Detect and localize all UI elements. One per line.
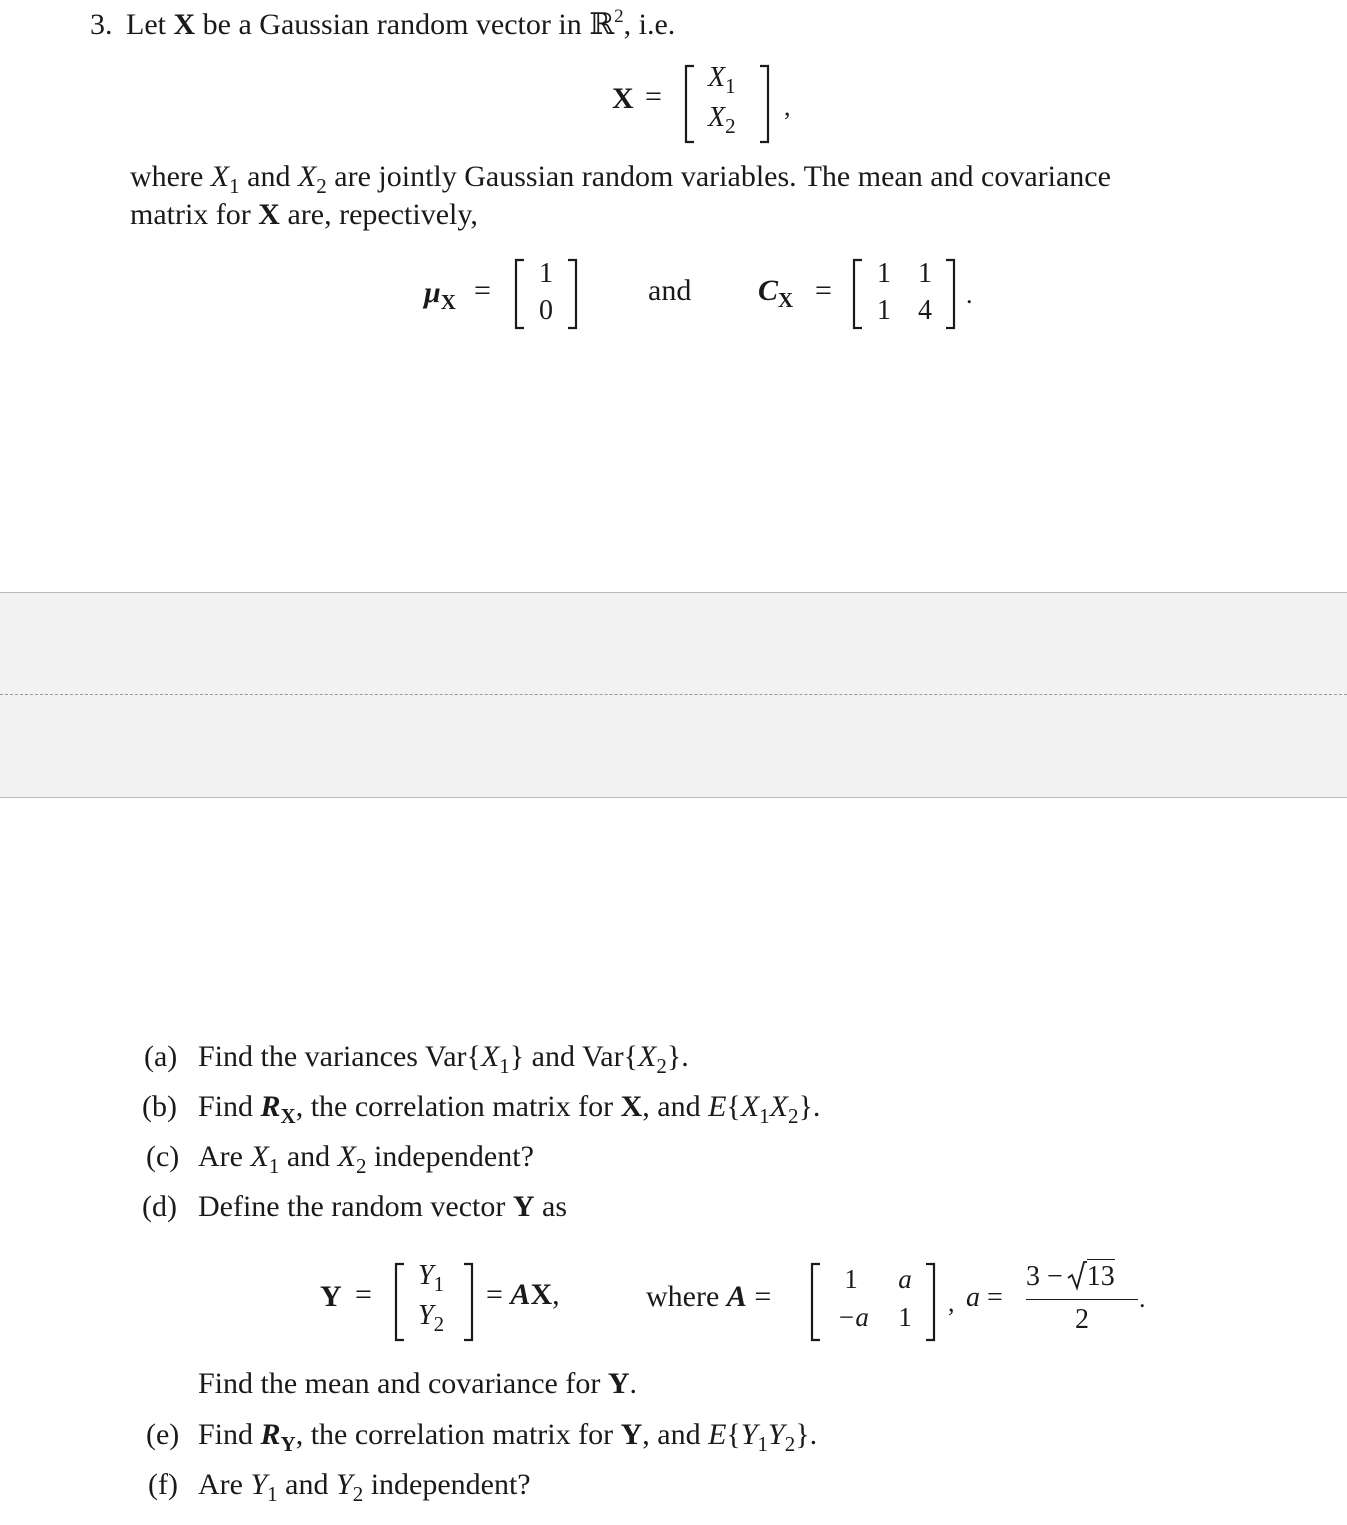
part-c-pre: Are [198,1140,243,1173]
intro-text-mid: be a Gaussian random vector in [202,8,582,41]
y-entry-1-var: Y [418,1260,434,1291]
part-e-Y2: Y [768,1418,785,1451]
A-equals: = [754,1280,772,1313]
A-comma: , [948,1288,955,1317]
para-X2-sub: 2 [316,174,327,198]
part-d-Y: Y [512,1190,535,1223]
part-b-E: E [708,1090,727,1123]
problem-number: 3. [90,8,113,41]
eq1-entry-1-var: X [708,62,726,93]
part-b-X1: X [740,1090,760,1123]
eq1-trailing-comma: , [784,92,791,121]
fraction-numerator [1026,1260,1115,1293]
C-entry-22: 4 [918,295,932,326]
eq1-entry-2-sub: 2 [725,114,736,138]
right-bracket-icon [758,64,772,144]
page-break-band [0,592,1347,798]
part-b-label: (b) [142,1090,177,1123]
part-f-pre: Are [198,1468,243,1501]
part-a-X2-sub: 2 [656,1054,667,1078]
sqrt-icon [1067,1260,1087,1292]
eq2-and: and [648,274,692,307]
y-entry-1 [418,1260,445,1296]
part-a-label: (a) [144,1040,178,1073]
part-e-mid2: , and [642,1418,701,1451]
part-c-label: (c) [146,1140,180,1173]
part-c-X2-sub: 2 [355,1154,367,1178]
eq1-entry-2 [708,102,736,138]
fraction-denominator: 2 [1075,1304,1089,1335]
part-e-pre: Find [198,1418,254,1451]
mu-symbol-group [424,276,456,314]
paragraph-line-2 [130,196,478,234]
part-a-pre: Find the variances Var{ [198,1040,481,1073]
part-d-text [198,1188,567,1226]
page-break-dashed-line [0,694,1347,695]
part-b-X: X [620,1090,643,1123]
part-b-pre: Find [198,1090,254,1123]
part-a-X1: X [480,1040,500,1073]
part-f-post: independent? [370,1468,531,1501]
part-a-text [198,1038,689,1078]
mu-right-bracket-icon [566,258,580,330]
part-b-R: R [260,1090,281,1123]
para-line1-post: are jointly Gaussian random variables. The mean and covariance [334,160,1111,193]
part-f-Y2-sub: 2 [352,1482,364,1506]
part-e-Y2-sub: 2 [784,1432,796,1456]
eq2-trailing-period: . [966,280,973,309]
part-f-text [198,1466,531,1506]
part-f-label: (f) [148,1468,178,1501]
part-a-post: }. [666,1040,689,1073]
para-X1: X [210,160,230,193]
C-symbol: C [758,274,779,307]
C-left-bracket-icon [850,258,864,330]
part-b-post: }. [798,1090,821,1123]
y-entry-2-sub: 2 [433,1312,445,1336]
part-f-Y2: Y [336,1468,353,1501]
part-f-Y1: Y [250,1468,268,1501]
C-subscript: X [778,288,794,312]
part-e-Y: Y [620,1418,643,1451]
part-b-R-sub: X [280,1104,296,1128]
part-c-X2: X [337,1140,356,1173]
C-entry-21: 1 [877,295,891,326]
part-e-R-sub: Y [280,1432,296,1456]
part-e-mid: , the correlation matrix for [295,1418,614,1451]
para-where: where [130,160,204,193]
part-d-follow-period: . [629,1367,638,1400]
para-line2-pre: matrix for [130,198,251,231]
para-X2: X [297,160,317,193]
C-symbol-group [758,274,794,312]
part-e-label: (e) [146,1418,180,1451]
part-c-X1: X [250,1140,269,1173]
para-line2-X: X [258,198,280,231]
intro-text-post: , i.e. [623,8,676,41]
part-a-X2: X [637,1040,657,1073]
part-b-X2: X [769,1090,788,1123]
C-entry-11: 1 [877,258,891,289]
problem-intro-line [90,6,675,48]
part-e-post: }. [795,1418,818,1451]
where-text: where [646,1280,720,1313]
where-A-group [646,1280,771,1314]
A-symbol: A [726,1280,747,1313]
C-entry-12: 1 [918,258,932,289]
A-entry-12: a [898,1264,912,1294]
part-f-and: and [285,1468,329,1501]
part-d-followup [198,1365,637,1403]
y-entry-2-var: Y [418,1300,434,1331]
para-line2-post: are, repectively, [287,198,478,231]
y-right-bracket-icon [462,1262,476,1342]
left-bracket-icon [682,64,696,144]
A-entry-22: 1 [898,1302,912,1332]
part-e-text [198,1416,817,1456]
eq1-lhs: X [612,82,634,115]
fraction-sqrt-arg: 13 [1086,1261,1115,1292]
mu-entry-2: 0 [539,295,553,326]
eq1-equals: = [645,80,662,113]
part-b-brace: { [726,1090,741,1123]
part-a-mid: } and Var{ [509,1040,638,1073]
A-left-bracket-icon [808,1262,822,1342]
part-e-E: E [708,1418,727,1451]
part-d-post: as [542,1190,568,1223]
y-eq-X: X [530,1278,553,1311]
part-e-brace: { [726,1418,741,1451]
para-and: and [247,160,291,193]
A-entry-21: −a [837,1302,869,1332]
mu-subscript: X [440,290,456,314]
y-eq-lhs: Y [320,1280,342,1313]
part-b-X1-sub: 1 [759,1104,770,1128]
y-entry-2 [418,1300,445,1336]
paragraph-line-1 [130,158,1111,198]
part-c-text [198,1138,534,1178]
eq1-entry-1-sub: 1 [725,74,736,98]
y-left-bracket-icon [392,1262,406,1342]
y-entry-1-sub: 1 [433,1272,445,1296]
mu-equals: = [474,274,491,307]
y-eq-comma: , [552,1278,560,1311]
real-field-exponent: 2 [614,6,624,27]
a-equals: = [987,1282,1003,1313]
a-def-group [966,1282,1003,1314]
A-right-bracket-icon [924,1262,938,1342]
part-b-text [198,1088,820,1128]
mu-left-bracket-icon [512,258,526,330]
a-symbol: a [966,1282,980,1313]
A-entry-11: 1 [844,1264,858,1294]
part-d-follow-text: Find the mean and covariance for [198,1367,601,1400]
y-eq-A: A [510,1278,531,1311]
mu-entry-1: 1 [539,258,553,289]
part-b-mid: , the correlation matrix for [295,1090,614,1123]
fraction-bar [1026,1299,1138,1300]
mu-symbol: μ [424,276,441,309]
y-eq-equals: = [355,1278,372,1311]
vector-X-symbol: X [173,8,196,41]
part-e-R: R [260,1418,281,1451]
part-f-Y1-sub: 1 [267,1482,278,1506]
part-d-pre: Define the random vector [198,1190,506,1223]
part-c-X1-sub: 1 [268,1154,280,1178]
part-c-and: and [286,1140,331,1173]
part-b-mid2: , and [642,1090,701,1123]
part-d-follow-Y: Y [607,1367,630,1400]
real-field-symbol: ℝ [589,7,615,42]
eq1-entry-1 [708,62,736,98]
part-c-post: independent? [373,1140,534,1173]
eq1-entry-2-var: X [708,102,726,133]
C-right-bracket-icon [944,258,958,330]
para-X1-sub: 1 [229,174,240,198]
y-eq-trailing-period: . [1139,1284,1146,1313]
part-a-X1-sub: 1 [499,1054,510,1078]
part-e-Y1: Y [740,1418,758,1451]
y-eq-equals-2: = [486,1278,503,1311]
part-d-label: (d) [142,1190,177,1223]
fraction-numerator-pre: 3 − [1026,1261,1063,1292]
intro-text-pre: Let [126,8,166,41]
C-equals: = [815,274,832,307]
part-e-Y1-sub: 1 [757,1432,769,1456]
part-b-X2-sub: 2 [787,1104,799,1128]
y-eq-AX [486,1278,560,1312]
